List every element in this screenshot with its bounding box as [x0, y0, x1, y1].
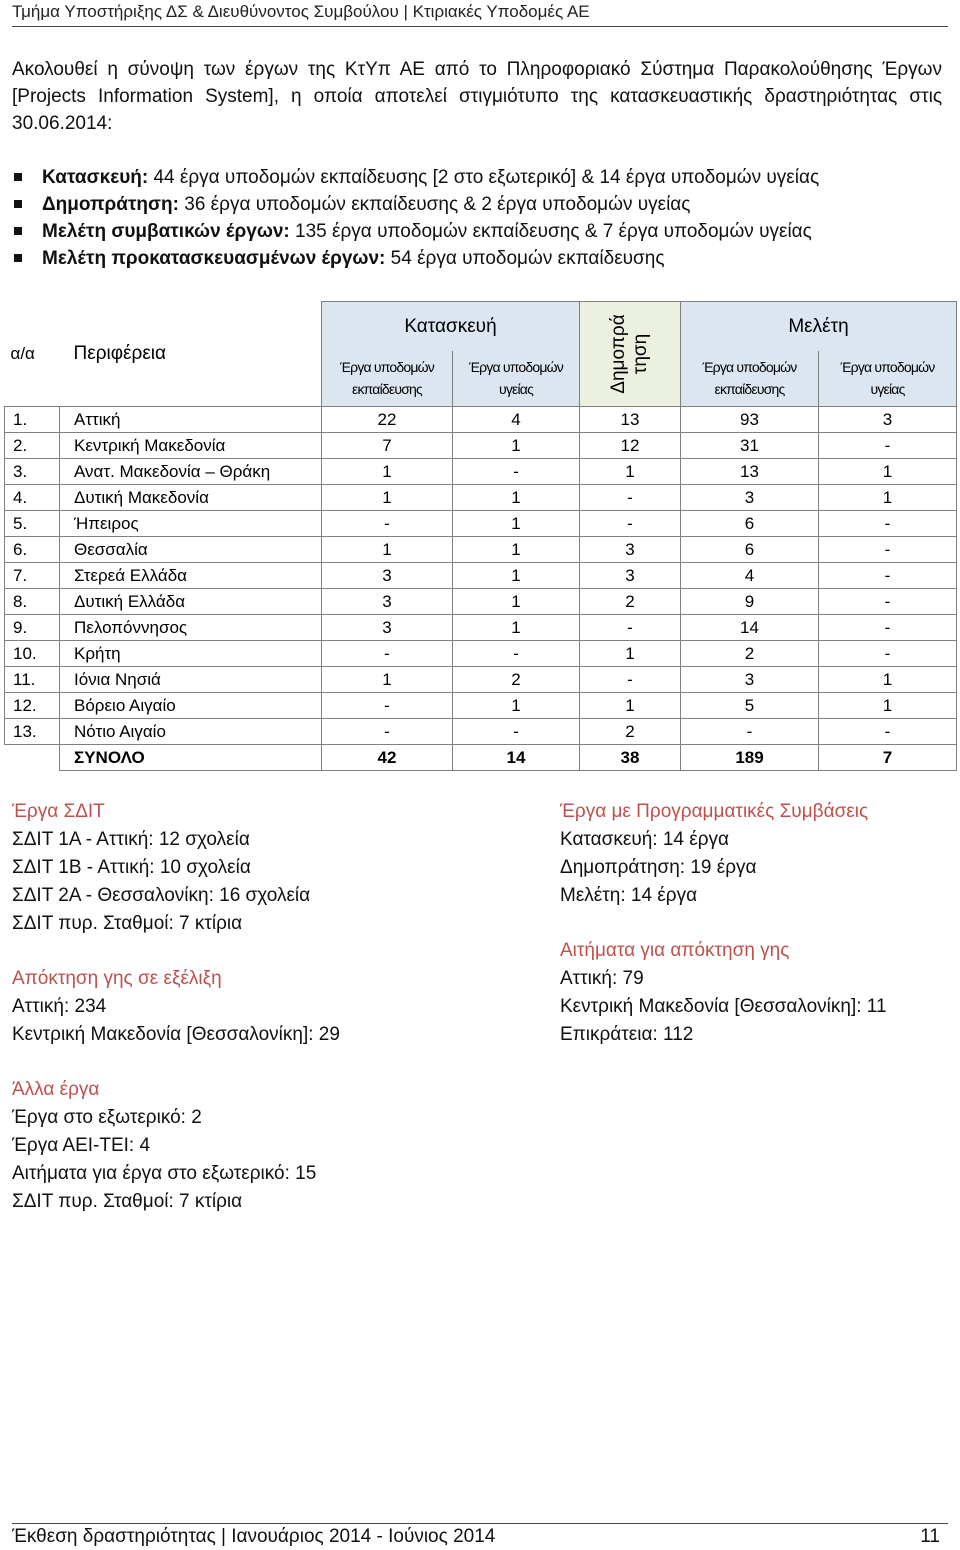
study-health: - — [819, 589, 957, 615]
section-line: Αττική: 79 — [560, 968, 644, 989]
construction-health: - — [453, 719, 580, 745]
bullet-label: Μελέτη συμβατικών έργων: — [42, 221, 290, 242]
row-number: 2. — [5, 433, 60, 459]
section-line: ΣΔΙΤ 2Α - Θεσσαλονίκη: 16 σχολεία — [12, 885, 311, 906]
construction-health: - — [453, 641, 580, 667]
total-tender: 38 — [580, 745, 681, 771]
row-region: Ιόνια Νησιά — [60, 667, 322, 693]
section-line: ΣΔΙΤ 1Α - Αττική: 12 σχολεία — [12, 829, 250, 850]
bullet-text: 135 έργα υποδομών εκπαίδευσης & 7 έργα υποδομών υγείας — [289, 221, 812, 242]
tender-count: - — [580, 511, 681, 537]
page-header: Τμήμα Υποστήριξης ΔΣ & Διευθύνοντος Συμβούλου | Κτιριακές Υποδομές ΑΕ — [12, 2, 590, 21]
square-bullet-icon — [14, 173, 22, 181]
section-line: Επικράτεια: 112 — [560, 1024, 694, 1045]
intro-paragraph: Ακολουθεί η σύνοψη των έργων της ΚτΥπ ΑΕ από το Πληροφοριακό Σύστημα Παρακολούθησης Έργων [Projects Information System], η οποία αποτελεί στιγμιότυπο της κατασκευαστικής δραστηριότητας στις 30.06.2014: — [12, 59, 942, 134]
study-health: 3 — [819, 407, 957, 433]
sub-header-construction-edu: Έργα υποδομών εκπαίδευσης — [322, 351, 453, 407]
section-title: Έργα με Προγραμματικές Συμβάσεις — [560, 801, 869, 822]
total-empty-cell — [5, 745, 60, 771]
study-health: - — [819, 563, 957, 589]
table-row — [5, 485, 957, 511]
row-region: Κρήτη — [60, 641, 322, 667]
construction-health: 1 — [453, 563, 580, 589]
row-region: Αττική — [60, 407, 322, 433]
row-number: 1. — [5, 407, 60, 433]
study-edu: 4 — [681, 563, 819, 589]
bullet-construction — [12, 164, 942, 191]
row-region: Δυτική Μακεδονία — [60, 485, 322, 511]
study-edu: 31 — [681, 433, 819, 459]
info-section — [12, 1076, 532, 1216]
left-column — [12, 798, 532, 1243]
projects-table — [4, 301, 957, 771]
section-line: Έργα ΑΕΙ-ΤΕΙ: 4 — [12, 1135, 151, 1156]
construction-health: 2 — [453, 667, 580, 693]
study-edu: 2 — [681, 641, 819, 667]
section-line: Μελέτη: 14 έργα — [560, 885, 698, 906]
study-edu: 5 — [681, 693, 819, 719]
row-region: Βόρειο Αιγαίο — [60, 693, 322, 719]
col-header-tender — [580, 302, 681, 407]
square-bullet-icon — [14, 227, 22, 235]
row-number: 9. — [5, 615, 60, 641]
tender-count: - — [580, 667, 681, 693]
section-title: Άλλα έργα — [12, 1079, 100, 1100]
info-section — [12, 798, 532, 938]
row-region: Πελοπόννησος — [60, 615, 322, 641]
header-divider — [12, 26, 948, 27]
table-body — [5, 407, 957, 771]
row-number: 11. — [5, 667, 60, 693]
bullet-text: 36 έργα υποδομών εκπαίδευσης & 2 έργα υποδομών υγείας — [178, 194, 691, 215]
construction-health: 4 — [453, 407, 580, 433]
row-number: 5. — [5, 511, 60, 537]
construction-edu: - — [322, 719, 453, 745]
row-number: 13. — [5, 719, 60, 745]
tender-count: 1 — [580, 459, 681, 485]
summary-bullets — [12, 164, 942, 272]
study-health: - — [819, 537, 957, 563]
row-region: Στερεά Ελλάδα — [60, 563, 322, 589]
bullet-text: 54 έργα υποδομών εκπαίδευσης — [385, 248, 665, 269]
section-title: Έργα ΣΔΙΤ — [12, 801, 105, 822]
section-line: Έργα στο εξωτερικό: 2 — [12, 1107, 202, 1128]
construction-edu: 3 — [322, 615, 453, 641]
construction-health: 1 — [453, 511, 580, 537]
row-region: Κεντρική Μακεδονία — [60, 433, 322, 459]
total-study-edu: 189 — [681, 745, 819, 771]
tender-count: 13 — [580, 407, 681, 433]
tender-count: 3 — [580, 537, 681, 563]
bullet-study-prefab — [12, 245, 942, 272]
row-region: Ήπειρος — [60, 511, 322, 537]
square-bullet-icon — [14, 200, 22, 208]
construction-edu: 7 — [322, 433, 453, 459]
construction-health: 1 — [453, 693, 580, 719]
study-edu: 13 — [681, 459, 819, 485]
tender-count: 1 — [580, 693, 681, 719]
table-row — [5, 459, 957, 485]
section-title: Απόκτηση γης σε εξέλιξη — [12, 968, 222, 989]
total-row — [5, 745, 957, 771]
row-number: 10. — [5, 641, 60, 667]
total-label: ΣΥΝΟΛΟ — [60, 745, 322, 771]
col-header-region: Περιφέρεια — [73, 343, 166, 365]
row-number: 8. — [5, 589, 60, 615]
study-health: - — [819, 615, 957, 641]
row-region: Νότιο Αιγαίο — [60, 719, 322, 745]
construction-edu: 1 — [322, 459, 453, 485]
construction-edu: 1 — [322, 485, 453, 511]
study-edu: 93 — [681, 407, 819, 433]
construction-health: 1 — [453, 537, 580, 563]
section-line: Δημοπράτηση: 19 έργα — [560, 857, 757, 878]
col-header-aa: α/α — [10, 344, 35, 364]
tender-count: 1 — [580, 641, 681, 667]
table-row — [5, 433, 957, 459]
total-construction-edu: 42 — [322, 745, 453, 771]
sub-header-study-edu: Έργα υποδομών εκπαίδευσης — [681, 351, 819, 407]
bullet-label: Δημοπράτηση: — [42, 194, 179, 215]
construction-health: 1 — [453, 589, 580, 615]
section-line: ΣΔΙΤ πυρ. Σταθμοί: 7 κτίρια — [12, 1191, 243, 1212]
bullet-label: Μελέτη προκατασκευασμένων έργων: — [42, 248, 386, 269]
tender-count: 3 — [580, 563, 681, 589]
study-health: 1 — [819, 667, 957, 693]
tender-label: Δημοπρά τηση — [608, 314, 651, 394]
info-section — [560, 937, 950, 1049]
table-row — [5, 641, 957, 667]
info-section — [560, 798, 950, 910]
study-edu: 9 — [681, 589, 819, 615]
table-row — [5, 719, 957, 745]
study-health: 1 — [819, 459, 957, 485]
study-edu: 14 — [681, 615, 819, 641]
section-line: Κατασκευή: 14 έργα — [560, 829, 730, 850]
table-row — [5, 511, 957, 537]
row-number: 6. — [5, 537, 60, 563]
study-edu: 3 — [681, 485, 819, 511]
bullet-text: 44 έργα υποδομών εκπαίδευσης [2 στο εξωτερικό] & 14 έργα υποδομών υγείας — [148, 167, 820, 188]
bullet-study-conventional — [12, 218, 942, 245]
construction-edu: 1 — [322, 537, 453, 563]
section-title: Αιτήματα για απόκτηση γης — [560, 940, 790, 961]
tender-count: 2 — [580, 589, 681, 615]
tender-count: - — [580, 485, 681, 511]
row-number: 4. — [5, 485, 60, 511]
row-number: 7. — [5, 563, 60, 589]
construction-health: 1 — [453, 433, 580, 459]
row-region: Θεσσαλία — [60, 537, 322, 563]
table-row — [5, 693, 957, 719]
study-health: - — [819, 641, 957, 667]
tender-count: 2 — [580, 719, 681, 745]
construction-edu: - — [322, 693, 453, 719]
table-row — [5, 537, 957, 563]
study-health: - — [819, 719, 957, 745]
section-line: ΣΔΙΤ πυρ. Σταθμοί: 7 κτίρια — [12, 913, 243, 934]
section-line: ΣΔΙΤ 1Β - Αττική: 10 σχολεία — [12, 857, 251, 878]
construction-edu: 3 — [322, 589, 453, 615]
footer-text: Έκθεση δραστηριότητας | Ιανουάριος 2014 - Ιούνιος 2014 — [12, 1526, 496, 1547]
construction-health: 1 — [453, 615, 580, 641]
row-region: Ανατ. Μακεδονία – Θράκη — [60, 459, 322, 485]
group-header-construction: Κατασκευή — [322, 302, 580, 351]
study-edu: - — [681, 719, 819, 745]
bullet-label: Κατασκευή: — [42, 167, 149, 188]
table-row — [5, 563, 957, 589]
construction-edu: - — [322, 641, 453, 667]
study-health: - — [819, 511, 957, 537]
construction-health: 1 — [453, 485, 580, 511]
study-edu: 3 — [681, 667, 819, 693]
construction-edu: 3 — [322, 563, 453, 589]
tender-count: - — [580, 615, 681, 641]
total-construction-health: 14 — [453, 745, 580, 771]
page-footer — [12, 1524, 940, 1550]
section-line: Αττική: 234 — [12, 996, 107, 1017]
row-region: Δυτική Ελλάδα — [60, 589, 322, 615]
group-header-study: Μελέτη — [681, 302, 957, 351]
sub-header-study-health: Έργα υποδομών υγείας — [819, 351, 957, 407]
total-study-health: 7 — [819, 745, 957, 771]
row-number: 12. — [5, 693, 60, 719]
page-number: 11 — [920, 1526, 940, 1547]
construction-health: - — [453, 459, 580, 485]
bullet-tender — [12, 191, 942, 218]
study-health: 1 — [819, 485, 957, 511]
section-line: Κεντρική Μακεδονία [Θεσσαλονίκη]: 11 — [560, 996, 887, 1017]
square-bullet-icon — [14, 254, 22, 262]
table-row — [5, 615, 957, 641]
study-health: - — [819, 433, 957, 459]
study-edu: 6 — [681, 537, 819, 563]
table-row — [5, 667, 957, 693]
sub-header-construction-health: Έργα υποδομών υγείας — [453, 351, 580, 407]
study-edu: 6 — [681, 511, 819, 537]
construction-edu: 22 — [322, 407, 453, 433]
row-number: 3. — [5, 459, 60, 485]
right-column — [560, 798, 950, 1076]
section-line: Κεντρική Μακεδονία [Θεσσαλονίκη]: 29 — [12, 1024, 340, 1045]
table-row — [5, 589, 957, 615]
info-section — [12, 965, 532, 1049]
table-row — [5, 407, 957, 433]
construction-edu: - — [322, 511, 453, 537]
study-health: 1 — [819, 693, 957, 719]
section-line: Αιτήματα για έργα στο εξωτερικό: 15 — [12, 1163, 317, 1184]
tender-count: 12 — [580, 433, 681, 459]
construction-edu: 1 — [322, 667, 453, 693]
